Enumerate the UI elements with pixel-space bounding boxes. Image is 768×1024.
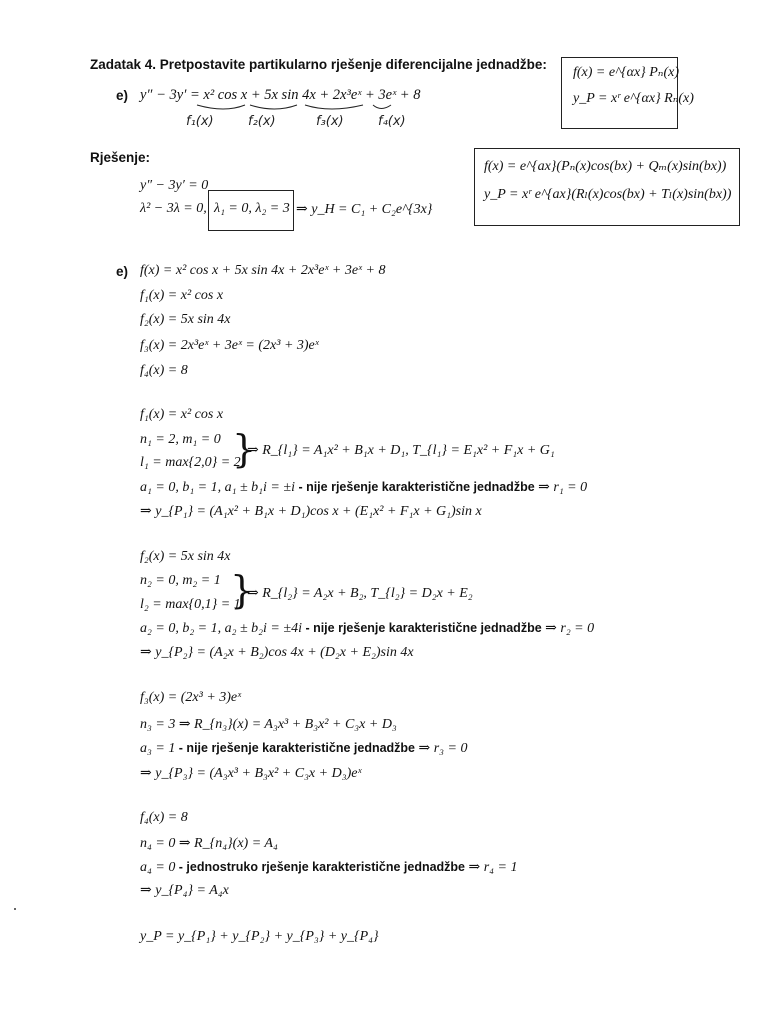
block2-f: f₂(x) = 5x sin 4x — [140, 549, 231, 564]
handwritten-f2: f₂(x) — [248, 114, 276, 129]
formula-box-simple — [561, 57, 694, 129]
block2-a: a₂ = 0, b₂ = 1, a₂ ± b₂i = ±4i - nije rješenje karakteristične jednadžbe ⇒ r₂ = 0 — [140, 621, 595, 636]
block1-yp: ⇒ y_{P₁} = (A₁x² + B₁x + D₁)cos x + (E₁x² + F₁x + G₁)sin x — [140, 504, 482, 519]
homog-equation: y″ − 3y′ = 0 — [140, 178, 209, 193]
part-e-f4: f₄(x) = 8 — [140, 363, 188, 378]
task-title: Zadatak 4. Pretpostavite partikularno rješenje diferencijalne jednadžbe: — [90, 57, 547, 72]
block3-n: n₃ = 3 ⇒ R_{n₃}(x) = A₃x³ + B₃x² + C₃x + D₃ — [140, 717, 397, 732]
block1-f: f₁(x) = x² cos x — [140, 407, 224, 422]
task-label: e) — [116, 88, 129, 103]
block1-r: ⇒ R_{l₁} = A₁x² + B₁x + D₁, T_{l₁} = E₁x² + F₁x + G₁ — [247, 443, 555, 458]
block4-a: a₄ = 0 - jednostruko rješenje karakteristične jednadžbe ⇒ r₄ = 1 — [140, 860, 518, 875]
block4-n: n₄ = 0 ⇒ R_{n₄}(x) = A₄ — [140, 836, 278, 851]
handwritten-f3: f₃(x) — [316, 114, 344, 129]
scan-speck — [14, 908, 16, 910]
handwritten-f1: f₁(x) — [186, 114, 214, 129]
part-e-f2: f₂(x) = 5x sin 4x — [140, 312, 231, 327]
block4-f: f₄(x) = 8 — [140, 810, 188, 825]
block2-l: l₂ = max{0,1} = 1 — [140, 597, 241, 612]
homog-solution: ⇒ y_H = C₁ + C₂e^{3x} — [296, 202, 433, 217]
part-e-f3: f₃(x) = 2x³eˣ + 3eˣ = (2x³ + 3)eˣ — [140, 338, 319, 353]
box-general-line2: y_P = xʳ e^{ax}(Rₗ(x)cos(bx) + Tₗ(x)sin(bx)) — [484, 187, 732, 202]
handwritten-f4: f₄(x) — [378, 114, 406, 129]
final-solution: y_P = y_{P₁} + y_{P₂} + y_{P₃} + y_{P₄} — [140, 929, 379, 944]
box-general-line1: f(x) = e^{ax}(Pₙ(x)cos(bx) + Qₘ(x)sin(bx)) — [484, 159, 727, 174]
block2-n: n₂ = 0, m₂ = 1 — [140, 573, 221, 588]
block3-a: a₃ = 1 - nije rješenje karakteristične jednadžbe ⇒ r₃ = 0 — [140, 741, 468, 756]
block1-a: a₁ = 0, b₁ = 1, a₁ ± b₁i = ±i - nije rješenje karakteristične jednadžbe ⇒ r₁ = 0 — [140, 480, 588, 495]
block3-f: f₃(x) = (2x³ + 3)eˣ — [140, 690, 242, 705]
block2-brace: } — [230, 568, 255, 612]
block1-l: l₁ = max{2,0} = 2 — [140, 455, 241, 470]
formula-box-general — [474, 148, 740, 226]
box-simple-line1: f(x) = e^{αx} Pₙ(x) — [573, 65, 680, 80]
solution-label: Rješenje: — [90, 150, 151, 165]
block4-yp: ⇒ y_{P₄} = A₄x — [140, 883, 229, 898]
block3-yp: ⇒ y_{P₃} = (A₃x³ + B₃x² + C₃x + D₃)eˣ — [140, 766, 362, 781]
block1-n: n₁ = 2, m₁ = 0 — [140, 432, 221, 447]
block1-brace: } — [232, 427, 257, 471]
char-equation: λ² − 3λ = 0, — [140, 201, 207, 216]
block2-r: ⇒ R_{l₂} = A₂x + B₂, T_{l₂} = D₂x + E₂ — [247, 586, 473, 601]
part-e-f1: f₁(x) = x² cos x — [140, 288, 224, 303]
block2-yp: ⇒ y_{P₂} = (A₂x + B₂)cos 4x + (D₂x + E₂)sin 4x — [140, 645, 414, 660]
handwritten-underbraces — [195, 102, 395, 114]
char-roots: λ₁ = 0, λ₂ = 3 — [214, 201, 290, 216]
part-e-f: f(x) = x² cos x + 5x sin 4x + 2x³eˣ + 3eˣ + 8 — [140, 263, 386, 278]
task-equation: y″ − 3y′ = x² cos x + 5x sin 4x + 2x³eˣ + 3eˣ + 8 — [140, 87, 421, 103]
box-simple-line2: y_P = xʳ e^{αx} Rₙ(x) — [573, 91, 694, 106]
part-e-label: e) — [116, 264, 129, 279]
